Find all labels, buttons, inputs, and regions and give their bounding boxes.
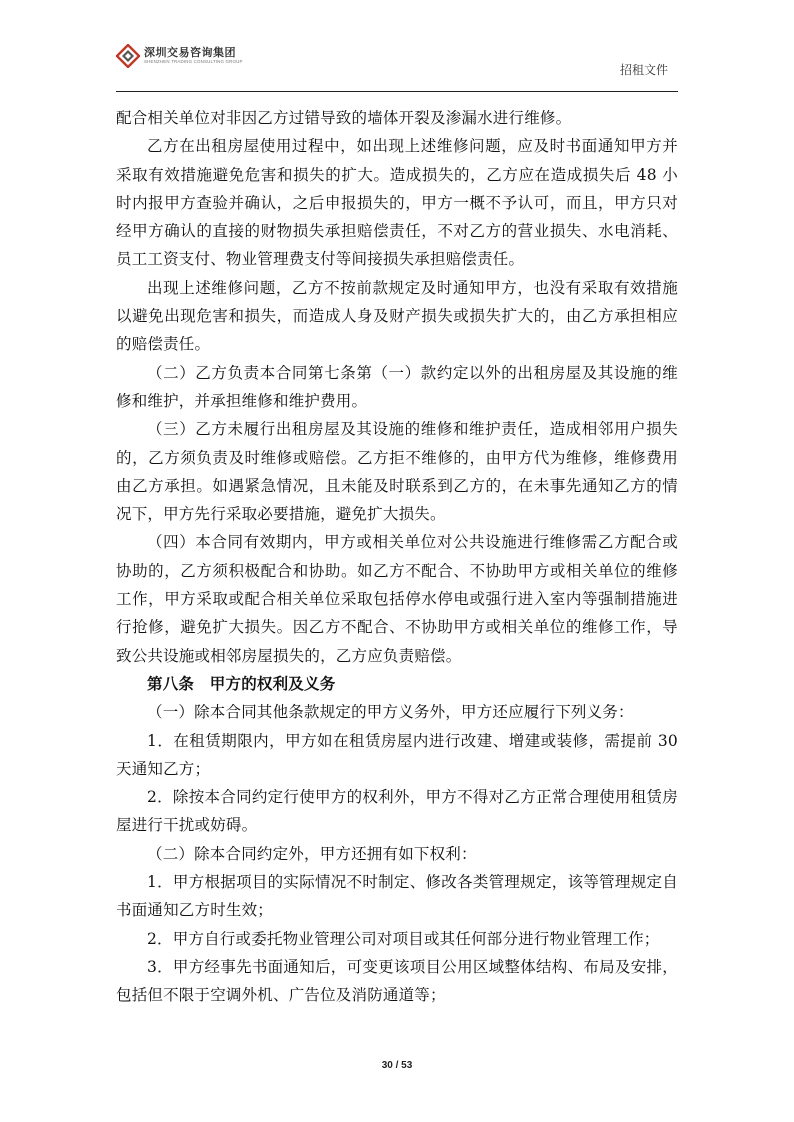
document-label: 招租文件 (619, 63, 668, 77)
paragraph: （二）除本合同约定外，甲方还拥有如下权利： (147, 844, 477, 863)
article-heading: 第八条 甲方的权利及义务 (147, 673, 336, 693)
header-divider (116, 91, 678, 92)
paragraph: 出现上述维修问题，乙方不按前款规定及时通知甲方，也没有采取有效措施以避免出现危害和损失，而造成人身及财产损失或损失扩大的，由乙方承担相应的赔偿责任。 (116, 278, 678, 354)
page-number: 30 / 53 (381, 1060, 413, 1071)
paragraph: 2．甲方自行或委托物业管理公司对项目或其任何部分进行物业管理工作； (147, 929, 660, 948)
paragraph: （二）乙方负责本合同第七条第（一）款约定以外的出租房屋及其设施的维修和维护，并承担维修和维护费用。 (116, 363, 678, 410)
paragraph: （四）本合同有效期内，甲方或相关单位对公共设施进行维修需乙方配合或协助的，乙方须积极配合和协助。如乙方不配合、不协助甲方或相关单位的维修工作，甲方采取或配合相关单位采取包括停水停电或强行进入室内等强制措施进行抢修，避免扩大损失。因乙方不配合、不协助甲方或相关单位的维修工作，导致公共设施或相邻房屋损失的，乙方应负责赔偿。 (116, 533, 678, 665)
company-name: 深圳交易咨询集团 (144, 46, 236, 60)
document-body (116, 104, 678, 1010)
paragraph: 3．甲方经事先书面通知后，可变更该项目公用区域整体结构、布局及安排，包括但不限于空调外机、广告位及消防通道等； (116, 957, 678, 1005)
company-name-en: SHENZHEN TRADING CONSULTING GROUP (144, 59, 243, 65)
paragraph: 配合相关单位对非因乙方过错导致的墙体开裂及渗漏水进行维修。 (116, 109, 572, 127)
paragraph: （三）乙方未履行出租房屋及其设施的维修和维护责任，造成相邻用户损失的，乙方须负责及时维修或赔偿。乙方拒不维修的，由甲方代为维修，维修费用由乙方承担。如遇紧急情况，且未能及时联系到乙方的，在未事先通知乙方的情况下，甲方先行采取必要措施，避免扩大损失。 (116, 420, 678, 524)
paragraph: 1．甲方根据项目的实际情况不时制定、修改各类管理规定，该等管理规定自书面通知乙方时生效； (116, 873, 678, 920)
paragraph: 乙方在出租房屋使用过程中，如出现上述维修问题，应及时书面通知甲方并采取有效措施避免危害和损失的扩大。造成损失的，乙方应在造成损失后 48 小时内报甲方查验并确认，之后申报损失的，甲方一概不予认可，而且，甲方只对经甲方确认的直接的财物损失承担赔偿责任，不对乙方的营业损失、水电消耗、员工工资支付、物业管理费支付等间接损失承担赔偿责任。 (116, 137, 678, 269)
company-logo (116, 44, 243, 68)
paragraph: 2．除按本合同约定行使甲方的权利外，甲方不得对乙方正常合理使用租赁房屋进行干扰或妨碍。 (116, 788, 678, 835)
company-logo-icon (116, 44, 140, 68)
paragraph: （一）除本合同其他条款规定的甲方义务外，甲方还应履行下列义务： (147, 703, 634, 722)
paragraph: 1．在租赁期限内，甲方如在租赁房屋内进行改建、增建或装修，需提前 30 天通知乙方； (116, 731, 678, 778)
page-header (116, 38, 678, 94)
